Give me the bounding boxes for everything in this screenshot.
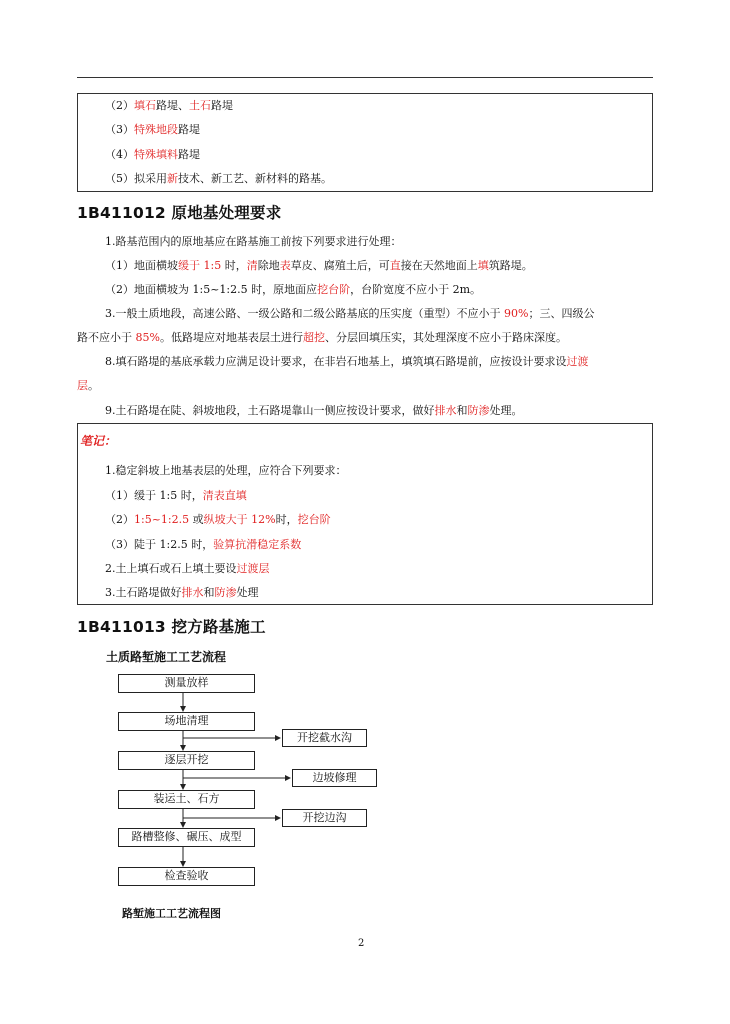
sec1-line-4: [105, 306, 594, 322]
note-line-5: [105, 561, 270, 577]
text-span: 9.土石路堤在陡、斜坡地段，土石路堤靠山一侧应按设计要求，做好: [105, 404, 435, 417]
text-span: （3）: [105, 123, 134, 136]
flow-step-3: 逐层开挖: [118, 751, 255, 770]
text-span: （1）缓于 1:5 时，: [105, 489, 203, 502]
highlight-text: 直: [389, 259, 401, 272]
section-heading-2: 1B411013 挖方路基施工: [77, 618, 266, 636]
highlight-text: 清: [246, 259, 258, 272]
highlight-text: 排水: [434, 404, 457, 417]
page-number: 2: [358, 938, 365, 949]
highlight-text: 表: [279, 259, 291, 272]
text-span: （2）: [105, 513, 134, 526]
text-span: 技术、新工艺、新材料的路基。: [178, 172, 332, 185]
flow-step-4: 装运土、石方: [118, 790, 255, 809]
text-span: ；三、四级公: [528, 307, 595, 320]
notes-label: 笔记：: [80, 434, 117, 448]
top-line-4: [105, 171, 332, 187]
text-span: （2）地面横坡为 1:5~1:2.5 时，原地面应: [105, 283, 318, 296]
highlight-text: 超挖: [302, 331, 325, 344]
highlight-text: 填: [477, 259, 489, 272]
highlight-text: 1:5~1:2.5: [134, 513, 190, 526]
text-span: （4）: [105, 148, 134, 161]
flow-step-5: 路槽整修、碾压、成型: [118, 828, 255, 847]
highlight-text: 新: [167, 172, 178, 185]
text-span: ，台阶宽度不应小于 2m。: [350, 283, 482, 296]
sec1-line-3: [105, 282, 481, 298]
note-line-2: [105, 488, 247, 504]
highlight-text: 填石: [134, 99, 156, 112]
highlight-text: 挖台阶: [317, 283, 351, 296]
highlight-text: 验算抗滑稳定系数: [213, 538, 302, 551]
text-span: 2.土上填石或石上填土要设: [105, 562, 237, 575]
top-line-2: [105, 122, 200, 138]
flow-side-3: 开挖边沟: [282, 809, 367, 827]
note-line-6: [105, 585, 259, 601]
sec1-line-7: [77, 378, 99, 394]
highlight-text: 特殊填料: [134, 148, 178, 161]
highlight-text: 纵坡大于 12%: [203, 513, 276, 526]
highlight-text: 土石: [189, 99, 211, 112]
highlight-text: 90%: [504, 307, 529, 320]
note-line-1: [105, 463, 347, 479]
highlight-text: 挖台阶: [297, 513, 331, 526]
text-span: 路不应小于: [77, 331, 136, 344]
highlight-text: 清表直填: [202, 489, 247, 502]
text-span: 路堤: [178, 123, 200, 136]
flow-step-1: 测量放样: [118, 674, 255, 693]
top-line-1: [105, 98, 233, 114]
highlight-text: 过渡: [566, 355, 589, 368]
sec1-line-5: [77, 330, 567, 346]
highlight-text: 层: [77, 379, 88, 392]
highlight-text: 特殊地段: [134, 123, 178, 136]
text-span: 1.稳定斜坡上地基表层的处理，应符合下列要求：: [105, 464, 347, 477]
text-span: 时，: [275, 513, 298, 526]
text-span: （5）拟采用: [105, 172, 167, 185]
text-span: 草皮、腐殖土后，可: [290, 259, 390, 272]
note-line-4: [105, 537, 301, 553]
highlight-text: 缓于 1:5: [178, 259, 222, 272]
sec1-line-2: [105, 258, 533, 274]
highlight-text: 过渡层: [236, 562, 270, 575]
text-span: 筑路堤。: [488, 259, 533, 272]
flow-side-2: 边坡修理: [292, 769, 377, 787]
text-span: 处理。: [489, 404, 523, 417]
text-span: 。: [88, 379, 99, 392]
text-span: 路堤: [211, 99, 233, 112]
text-span: （3）陡于 1:2.5 时，: [105, 538, 214, 551]
text-span: 和: [203, 586, 215, 599]
text-span: 。低路堤应对地基表层土进行: [159, 331, 303, 344]
text-span: 、分层回填压实，其处理深度不应小于路床深度。: [324, 331, 567, 344]
highlight-text: 85%: [135, 331, 160, 344]
top-line-3: [105, 147, 200, 163]
text-span: （1）地面横坡: [105, 259, 178, 272]
section-heading-1: 1B411012 原地基处理要求: [77, 204, 282, 222]
text-span: 1.路基范围内的原地基应在路基施工前按下列要求进行处理：: [105, 235, 402, 248]
flow-step-2: 场地清理: [118, 712, 255, 731]
header-rule: [77, 77, 653, 78]
text-span: 3.一般土质地段，高速公路、一级公路和二级公路基底的压实度（重型）不应小于: [105, 307, 504, 320]
note-line-3: [105, 512, 331, 528]
highlight-text: 防渗: [214, 586, 237, 599]
sec1-line-6: [105, 354, 589, 370]
flow-step-6: 检查验收: [118, 867, 255, 886]
flowchart-title: 土质路堑施工工艺流程: [106, 650, 227, 664]
text-span: 路堤、: [156, 99, 189, 112]
text-span: 8.填石路堤的基底承载力应满足设计要求，在非岩石地基上，填筑填石路堤前，应按设计要求设: [105, 355, 567, 368]
text-span: 路堤: [178, 148, 200, 161]
text-span: 除地: [257, 259, 280, 272]
text-span: 3.土石路堤做好: [105, 586, 182, 599]
text-span: 和: [456, 404, 468, 417]
flow-side-1: 开挖截水沟: [282, 729, 367, 747]
sec1-line-1: [105, 234, 402, 250]
flowchart-caption: 路堑施工工艺流程图: [122, 907, 221, 920]
text-span: 或: [189, 513, 204, 526]
highlight-text: 防渗: [467, 404, 490, 417]
text-span: 接在天然地面上: [400, 259, 478, 272]
text-span: 处理: [236, 586, 259, 599]
sec1-line-8: [105, 403, 523, 419]
highlight-text: 排水: [181, 586, 204, 599]
text-span: （2）: [105, 99, 134, 112]
text-span: 时，: [221, 259, 247, 272]
